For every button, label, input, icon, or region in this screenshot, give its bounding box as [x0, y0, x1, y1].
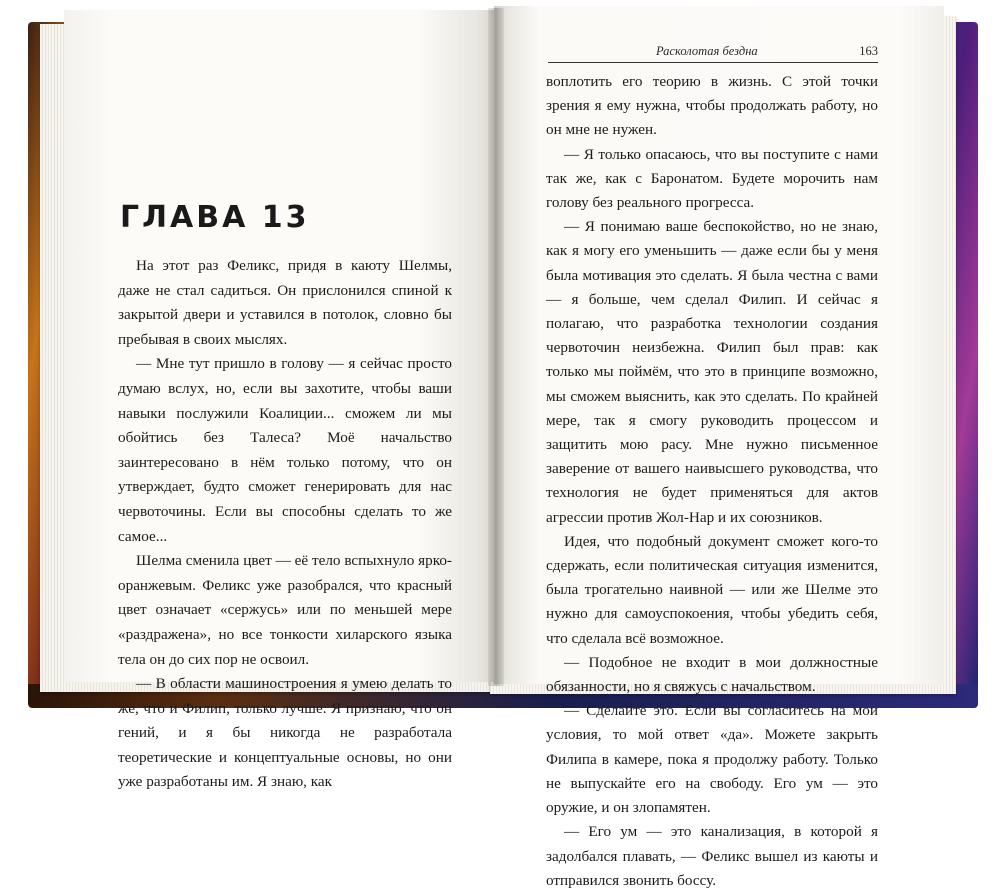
paragraph: — Я только опасаюсь, что вы поступите с нами так же, как с Баронатом. Будете морочить нам голову без реального прогресса. — [546, 145, 878, 212]
paragraph: воплотить его теорию в жизнь. С этой точки зрения я ему нужна, чтобы продолжать работу, но он мне не нужен. — [546, 73, 878, 139]
paragraph: — Я понимаю ваше беспокойство, но не знаю, как я могу его уменьшить — даже если бы у меня была мотивация это сделать. Я была честна с вами — я больше, чем сделал Филип. И сейчас я полагаю, что разработка технологии создания червоточин неизбежна. Филип был прав: как только мы поймём, что это в принципе возможно, мы сможем выяснить, как это сделать. По крайней мере, так я смогу руководить процессом и защитить мою расу. Мне нужно письменное заверение от вашего наивысшего руководства, что технология не будет применяться для актов агрессии против Жол-Нар и их союзников. — [546, 218, 878, 526]
page-number: 163 — [859, 44, 878, 58]
left-page-text — [118, 254, 452, 795]
chapter-title: ГЛАВА 13 — [120, 200, 310, 235]
paragraph: — Его ум — это канализация, в которой я задолбался плавать, — Феликс вышел из каюты и отправился звонить боссу. — [546, 823, 878, 889]
right-page-text — [546, 70, 878, 893]
paragraph: — В области машиностроения я умею делать то же, что и Филип, только лучше. Я признаю, что он гений, и я бы никогда не разработала теоретические и концептуальные основы, но они уже разработаны им. Я знаю, как — [118, 675, 452, 791]
spine-shadow — [488, 8, 504, 686]
show-through-header — [174, 32, 494, 48]
running-header — [548, 44, 878, 63]
paragraph: Шелма сменила цвет — её тело вспыхнуло ярко-оранжевым. Феликс уже разобрался, что красный цвет означает «сержусь» или по меньшей мере «раздражена», но все тонкости хиларского языка тела он до сих пор не освоил. — [118, 552, 452, 668]
paragraph: — Сделайте это. Если вы согласитесь на мои условия, то мой ответ «да». Можете закрыть Филипа в камере, пока я продолжу работу. Только не выпускайте его на свободу. Его ум — это оружие, и он злопамятен. — [546, 702, 878, 817]
running-title: Расколотая бездна — [656, 44, 758, 58]
paragraph: На этот раз Феликс, придя в каюту Шелмы, даже не стал садиться. Он прислонился спиной к закрытой двери и уставился в потолок, словно бы пребывая в своих мыслях. — [118, 257, 452, 348]
paragraph: — Мне тут пришло в голову — я сейчас просто думаю вслух, но, если вы захотите, чтобы ваши навыки послужили Коалиции... сможем ли мы обойтись без Талеса? Моё начальство заинтересовано в нём только потому, что он утверждает, будто сможет генерировать для нас червоточины. Если вы способны сделать то же самое... — [118, 355, 452, 545]
paragraph: — Подобное не входит в мои должностные обязанности, но я свяжусь с начальством. — [546, 653, 878, 696]
paragraph: Идея, что подобный документ сможет кого-то сдержать, если политическая ситуация изменится, была трогательно наивной — или же Шелме это нужно для самоуспокоения, чтобы убедить себя, что сделала всё возможное. — [546, 532, 878, 647]
